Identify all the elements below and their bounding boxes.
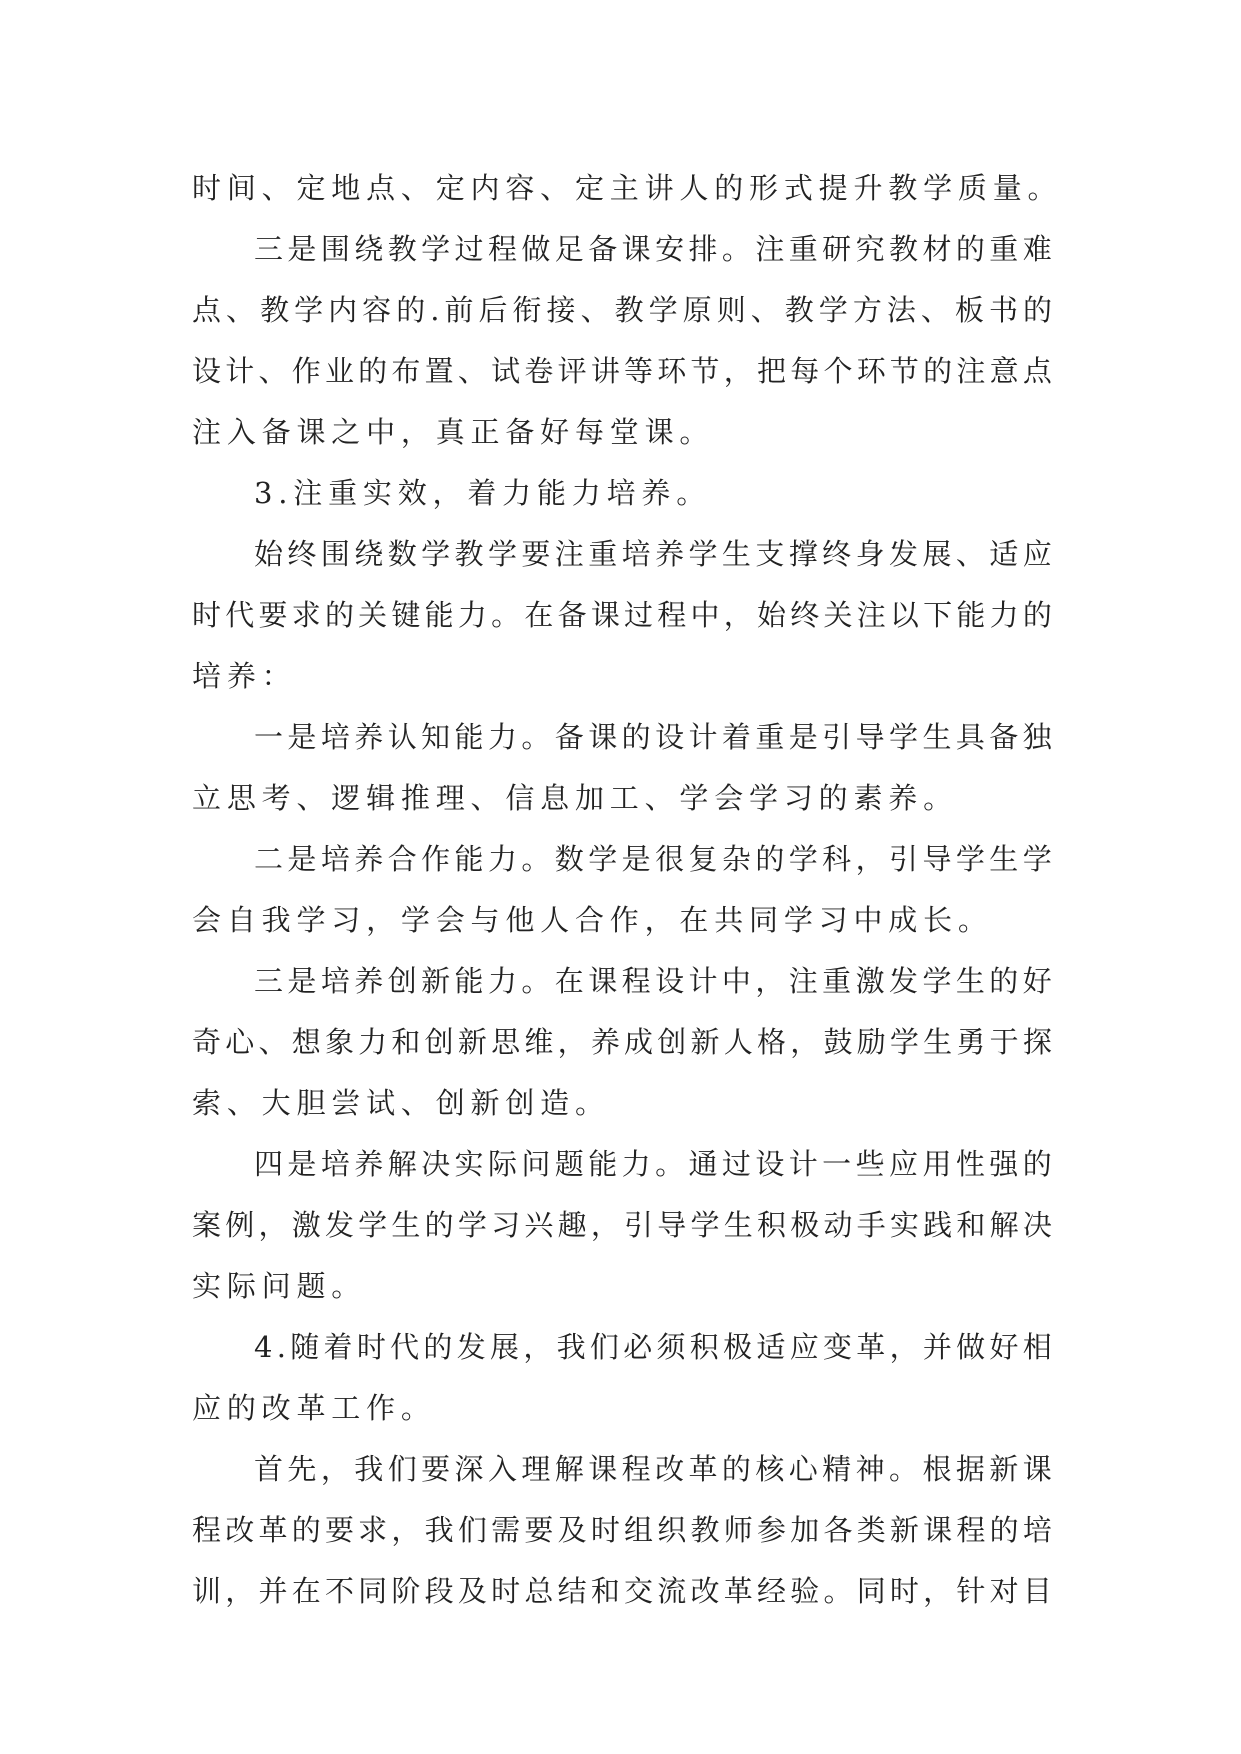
text-line: 时 间 、 定 地 点 、 定 内 容 、 定 主 讲 人 的 形 式 提 升 教 学 质 量 。 <box>192 171 1063 205</box>
text-line: 三 是 围 绕 教 学 过 程 做 足 备 课 安 排 。 注 重 研 究 教 材 的 重 难 <box>254 232 1052 266</box>
text-line: 应 的 改 革 工 作 。 <box>192 1391 436 1425</box>
text-line: 3 . 注 重 实 效 ， 着 力 能 力 培 养 。 <box>254 476 712 510</box>
text-line: 会 自 我 学 习 ， 学 会 与 他 人 合 作 ， 在 共 同 学 习 中 成 长 。 <box>192 903 993 937</box>
text-line: 培 养 ： <box>192 659 297 693</box>
text-line: 首 先 ， 我 们 要 深 入 理 解 课 程 改 革 的 核 心 精 神 。 根 据 新 课 <box>254 1452 1052 1486</box>
text-line: 实 际 问 题 。 <box>192 1269 367 1303</box>
text-line: 点 、 教 学 内 容 的 . 前 后 衔 接 、 教 学 原 则 、 教 学 方 法 、 板 书 的 <box>192 293 1052 327</box>
text-line: 奇 心 、 想 象 力 和 创 新 思 维 ， 养 成 创 新 人 格 ， 鼓 励 学 生 勇 于 探 <box>192 1025 1052 1059</box>
text-line: 注 入 备 课 之 中 ， 真 正 备 好 每 堂 课 。 <box>192 415 715 449</box>
text-line: 训 ， 并 在 不 同 阶 段 及 时 总 结 和 交 流 改 革 经 验 。 同 时 ， 针 对 目 <box>192 1574 1052 1608</box>
text-line: 4 . 随 着 时 代 的 发 展 ， 我 们 必 须 积 极 适 应 变 革 ， 并 做 好 相 <box>254 1330 1052 1364</box>
text-line: 一 是 培 养 认 知 能 力 。 备 课 的 设 计 着 重 是 引 导 学 生 具 备 独 <box>254 720 1052 754</box>
text-line: 设 计 、 作 业 的 布 置 、 试 卷 评 讲 等 环 节 ， 把 每 个 环 节 的 注 意 点 <box>192 354 1052 388</box>
text-line: 三 是 培 养 创 新 能 力 。 在 课 程 设 计 中 ， 注 重 激 发 学 生 的 好 <box>254 964 1052 998</box>
text-line: 索 、 大 胆 尝 试 、 创 新 创 造 。 <box>192 1086 610 1120</box>
document-body <box>192 158 1063 1622</box>
text-line: 始 终 围 绕 数 学 教 学 要 注 重 培 养 学 生 支 撑 终 身 发 展 、 适 应 <box>254 537 1052 571</box>
text-line: 立 思 考 、 逻 辑 推 理 、 信 息 加 工 、 学 会 学 习 的 素 养 。 <box>192 781 958 815</box>
text-line: 二 是 培 养 合 作 能 力 。 数 学 是 很 复 杂 的 学 科 ， 引 导 学 生 学 <box>254 842 1052 876</box>
text-line: 程 改 革 的 要 求 ， 我 们 需 要 及 时 组 织 教 师 参 加 各 类 新 课 程 的 培 <box>192 1513 1052 1547</box>
text-line: 案 例 ， 激 发 学 生 的 学 习 兴 趣 ， 引 导 学 生 积 极 动 手 实 践 和 解 决 <box>192 1208 1052 1242</box>
text-line: 四 是 培 养 解 决 实 际 问 题 能 力 。 通 过 设 计 一 些 应 用 性 强 的 <box>254 1147 1052 1181</box>
text-line: 时 代 要 求 的 关 键 能 力 。 在 备 课 过 程 中 ， 始 终 关 注 以 下 能 力 的 <box>192 598 1052 632</box>
